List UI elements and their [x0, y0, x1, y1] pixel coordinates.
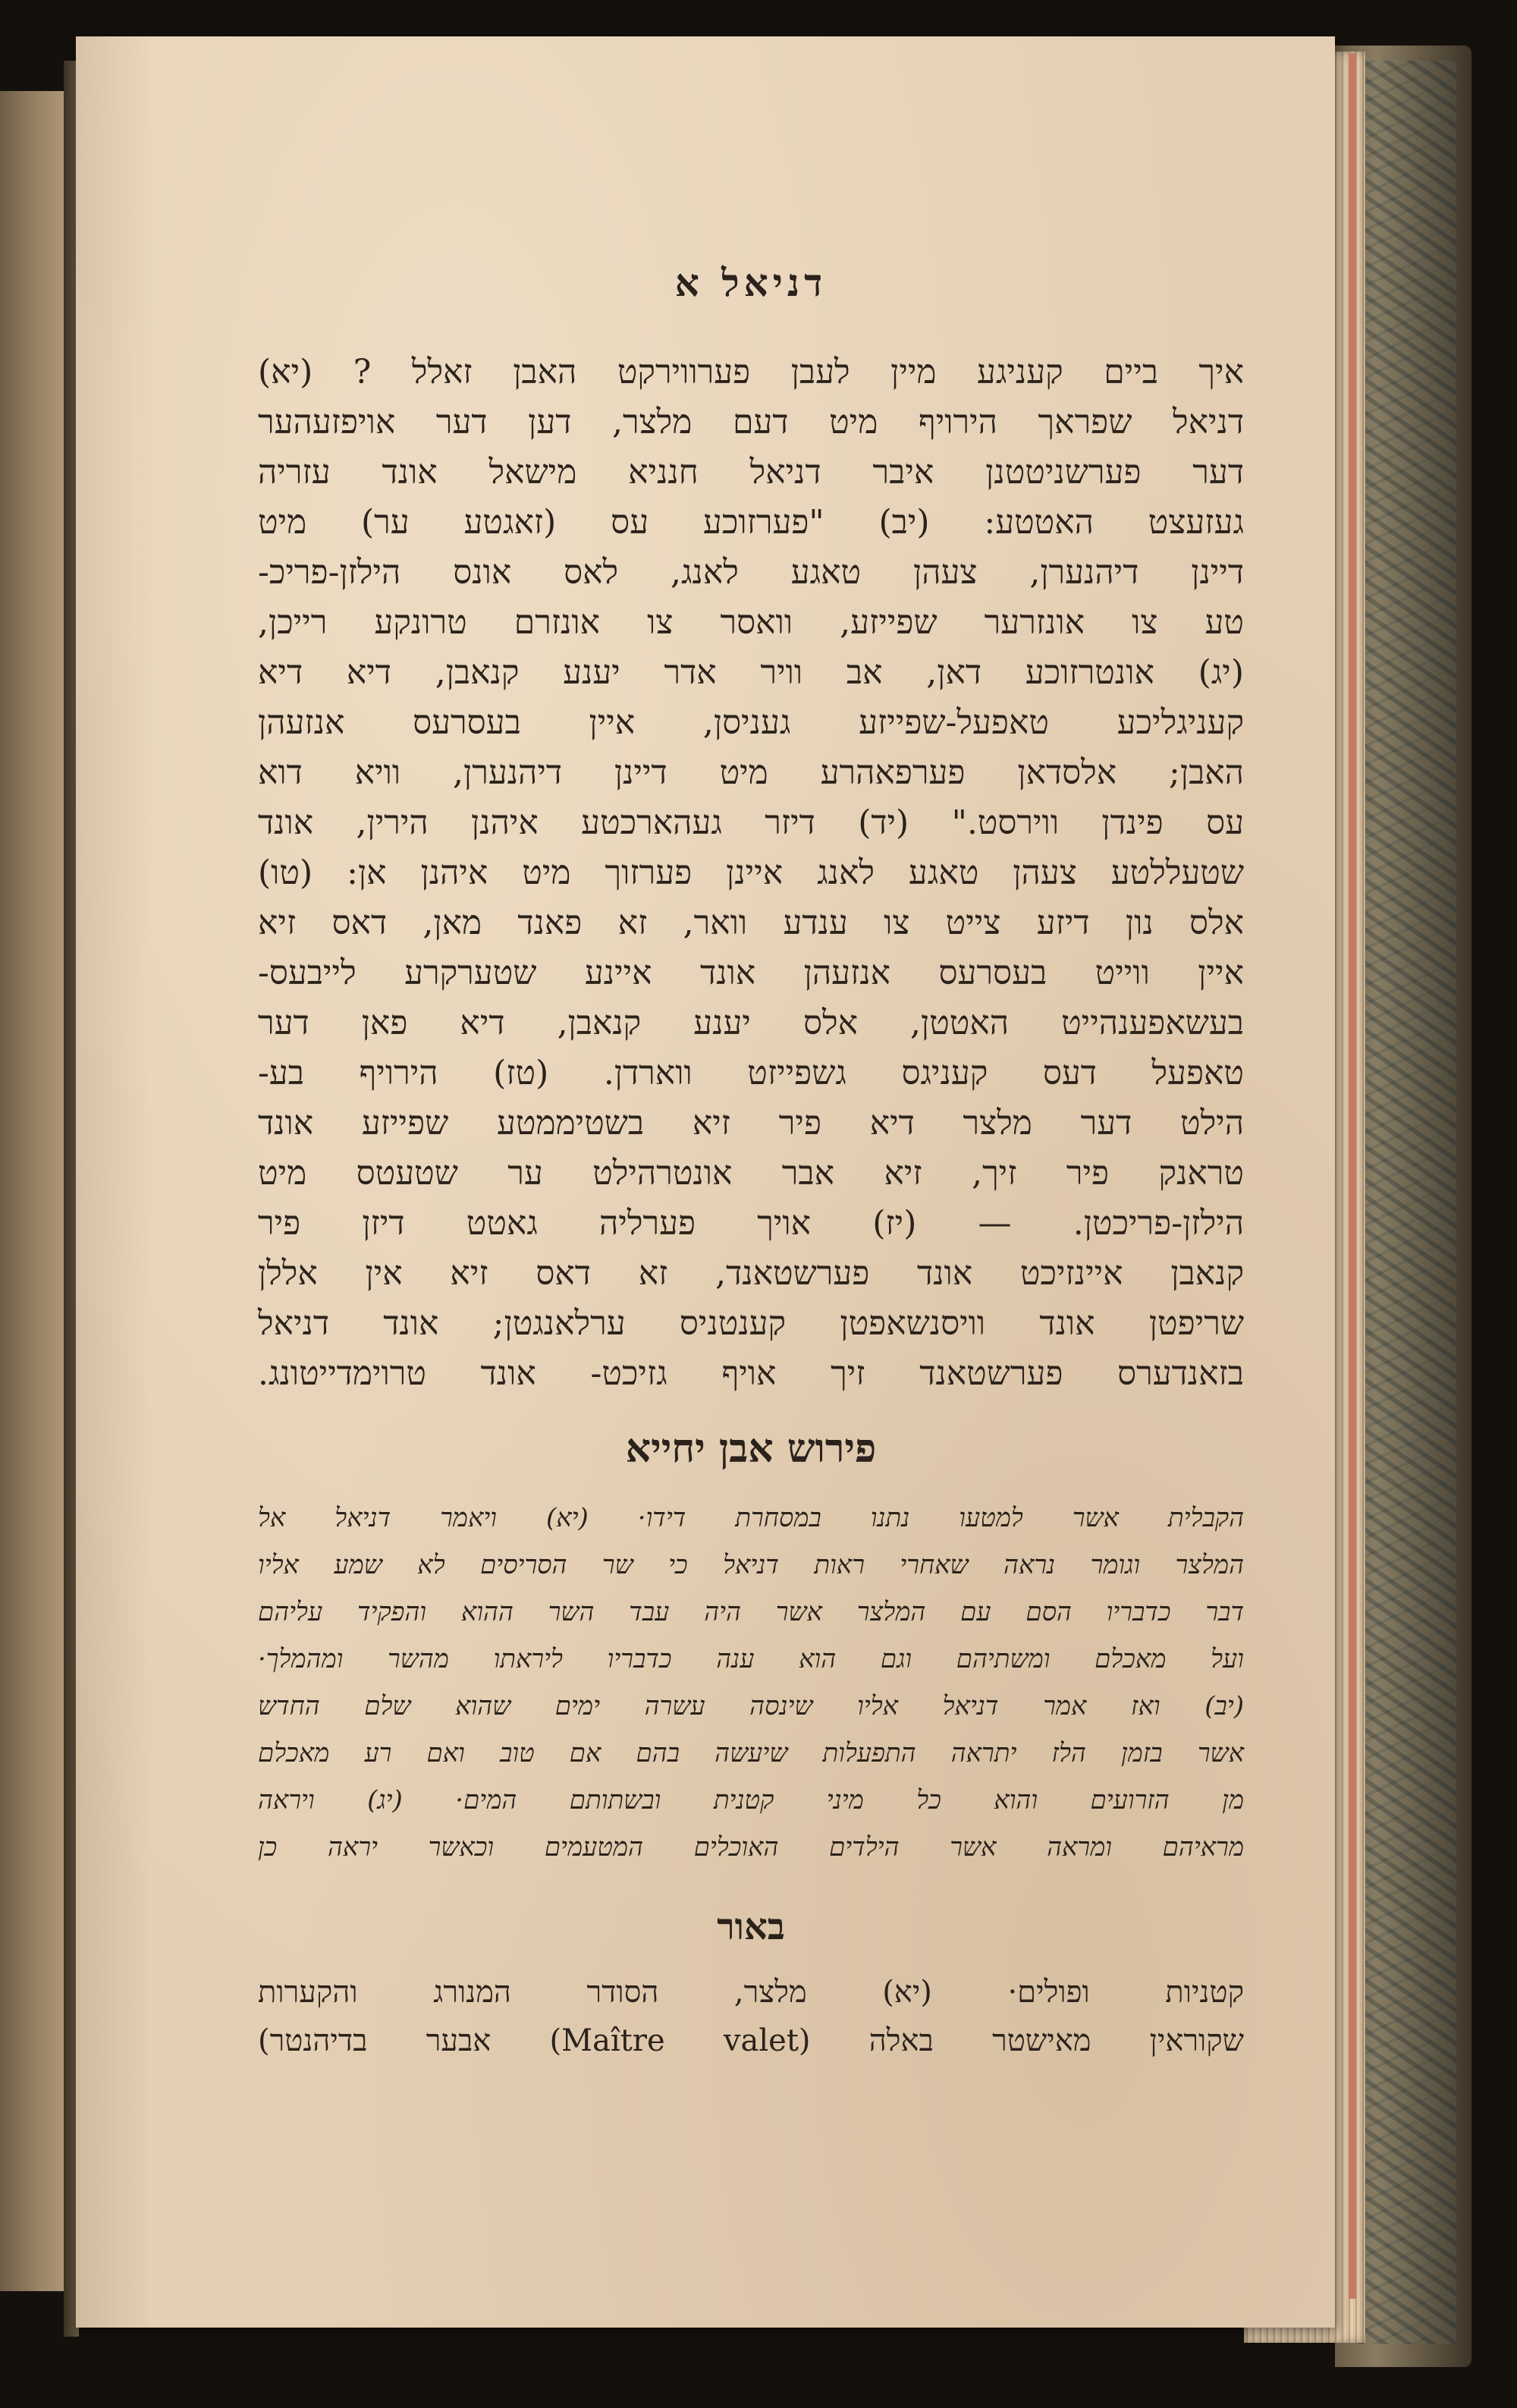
main-text-line: הילזן-פריכטן. — (יז) אויך פערליה גאטט דיזן פיר — [258, 1204, 1244, 1243]
commentary-line: הקבלית אשר למטעו נתנו במסחרת דידו· (יא) ויאמר דניאל אל — [258, 1503, 1244, 1533]
marbled-cover-pattern — [1358, 61, 1456, 2344]
page-title: דניאל א — [674, 260, 828, 305]
main-text-line: שריפטן אונד וויסנשאפטן קענטניס ערלאנגטן; אונד דניאל — [258, 1304, 1244, 1343]
biur-line: שקוראין מאישטר באלה (Maître valet) אבער בדיהנטר) — [258, 2023, 1244, 2058]
main-text-line: קנאבן איינזיכט אונד פערשטאנד, זא דאס זיא אין אללן — [258, 1254, 1244, 1293]
main-text-line: (יג) אונטרזוכע דאן, אב וויר אדר יענע קנאבן, דיא דיא — [258, 653, 1244, 692]
biur-line: קטניות ופולים· (יא) מלצר, הסודר המנורג והקערות — [258, 1975, 1244, 2010]
commentary-heading: פירוש אבן יחייא — [625, 1426, 877, 1472]
main-text-line: הילט דער מלצר דיא פיר זיא בשטיממטע שפייזע אונד — [258, 1104, 1244, 1143]
main-text-line: דניאל שפראך הירויף מיט דעם מלצר, דען דער אויפזעהער — [258, 403, 1244, 442]
commentary-line: (יב) ואז אמר דניאל אליו שינסה עשרה ימים שהוא שלם החדש — [258, 1691, 1244, 1721]
commentary-line: אשר בזמן הלז יתראה התפעלות שיעשה בהם אם טוב ואם רע מאכלם — [258, 1738, 1244, 1768]
main-text-line: האבן; אלסדאן פערפאהרע מיט דיינן דיהנערן, וויא דוא — [258, 753, 1244, 792]
page-content — [258, 260, 1244, 2065]
main-text-line: בזאנדערס פערשטאנד זיך אויף גזיכט- אונד טרוימדייטונג. — [258, 1354, 1244, 1393]
commentary-line: דבר כדבריו הסם עם המלצר אשר היה עבד השר ההוא והפקיד עליהם — [258, 1597, 1244, 1627]
main-text-line: קעניגליכע טאפעל-שפייזע געניסן, איין בעסרעס אנזעהן — [258, 703, 1244, 742]
main-text-line: טראנק פיר זיך, זיא אבר אונטרהילט ער שטעטס מיט — [258, 1154, 1244, 1193]
commentary-block — [258, 1495, 1244, 1871]
main-text-line: איין ווייט בעסרעס אנזעהן אונד איינע שטערקרע לייבעס- — [258, 954, 1244, 992]
main-text-block — [258, 347, 1244, 1399]
main-text-line: טאפעל דעס קעניגס גשפייזט ווארדן. (טז) הירויף בע- — [258, 1054, 1244, 1092]
main-text-line: אלס נון דיזע צייט צו ענדע וואר, זא פאנד מאן, דאס זיא — [258, 904, 1244, 942]
biur-heading: באור — [717, 1906, 785, 1948]
commentary-line: ועל מאכלם ומשתיהם וגם הוא ענה כדבריו ליראתו מהשר ומהמלך· — [258, 1644, 1244, 1674]
book-page — [76, 36, 1335, 2328]
main-text-line: איך ביים קעניגע מיין לעבן פערווירקט האבן זאלל ? (יא) — [258, 353, 1244, 391]
main-text-line: עס פינדן ווירסט." (יד) דיזר געהארכטע איהנן הירין, אונד — [258, 803, 1244, 842]
main-text-line: טע צו אונזרער שפייזע, וואסר צו אונזרם טרונקע רייכן, — [258, 603, 1244, 642]
main-text-line: דיינן דיהנערן, צעהן טאגע לאנג, לאס אונס הילזן-פריכ- — [258, 553, 1244, 592]
main-text-line: געזעצט האטטע: (יב) "פערזוכע עס (זאגטע ער) מיט — [258, 503, 1244, 542]
main-text-line: בעשאפענהייט האטטן, אלס יענע קנאבן, דיא פאן דער — [258, 1004, 1244, 1042]
commentary-line: מראיהם ומראה אשר הילדים האוכלים המטעמים וכאשר יראה כן — [258, 1832, 1244, 1863]
red-page-edge — [1349, 53, 1356, 2299]
main-text-line: דער פערשניטטנן איבר דניאל חנניא מישאל אונד עזריה — [258, 453, 1244, 492]
commentary-line: המלצר וגומר נראה שאחרי ראות דניאל כי שר הסריסים לא שמע אליו — [258, 1550, 1244, 1580]
commentary-line: מן הזרועים והוא כל מיני קטנית ובשתותם המים· (יג) ויראה — [258, 1785, 1244, 1815]
biur-block — [258, 1968, 1244, 2065]
main-text-line: שטעללטע צעהן טאגע לאנג איינן פערזוך מיט איהנן אן: (טו) — [258, 853, 1244, 892]
